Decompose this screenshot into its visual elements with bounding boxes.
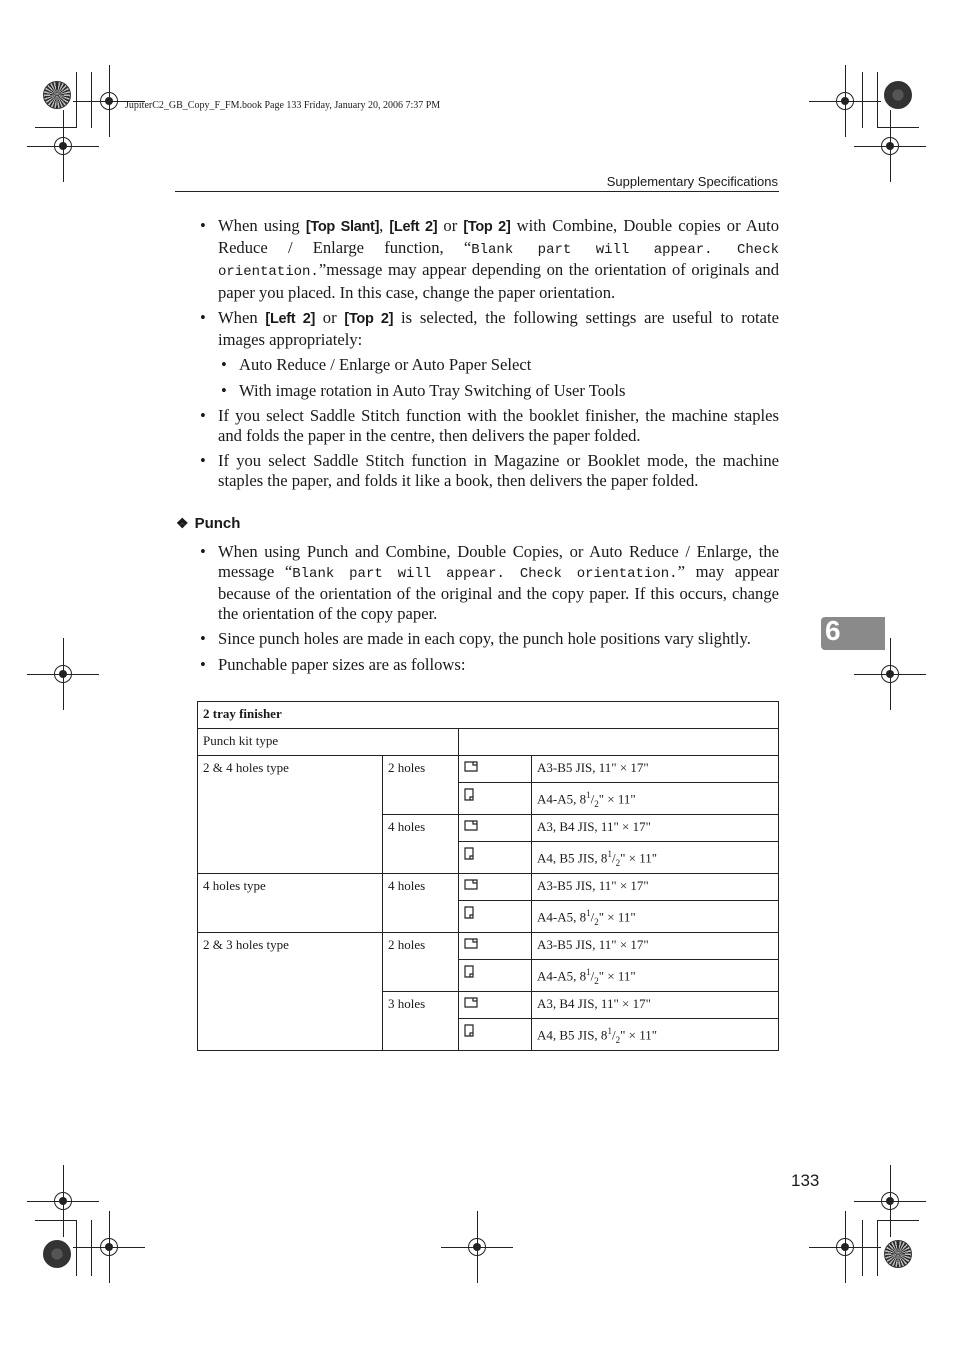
portrait-paper-icon — [464, 965, 478, 976]
table-row — [198, 702, 779, 729]
bullet-list — [197, 216, 779, 496]
running-head: Supplementary Specifications — [606, 174, 778, 189]
ui-key-left-2: [Left 2] — [389, 219, 438, 235]
list-item: • If you select Saddle Stitch function with the booklet finisher, the machine staples and folds the paper in the centre, then delivers the paper folded. — [197, 406, 779, 445]
paper-size: A4, B5 JIS, $8^1/_2$" × 11" — [532, 1018, 779, 1050]
ui-key-top-2: [Top 2] — [344, 311, 394, 327]
punch-kit-type: 4 holes type — [198, 873, 383, 932]
list-item: • Punchable paper sizes are as follows: — [197, 655, 779, 675]
landscape-paper-icon — [464, 938, 478, 949]
list-item: • When using [Top Slant], [Left 2] or [Top 2] with Combine, Double copies or Auto Reduce / Enlarge function, “Blank part will appear. Check orientation.”message may appear depending on the orientation of originals and paper you placed. In this case, change the paper orientation. — [197, 216, 779, 302]
paper-size: A3-B5 JIS, 11" × 17" — [532, 932, 779, 959]
registration-target-icon — [884, 81, 912, 109]
paper-size: A3, B4 JIS, 11" × 17" — [532, 814, 779, 841]
ui-key-left-2: [Left 2] — [265, 311, 315, 327]
paper-size: A3-B5 JIS, 11" × 17" — [532, 873, 779, 900]
portrait-paper-icon — [464, 788, 478, 799]
portrait-paper-icon — [464, 906, 478, 917]
chapter-tab: 6 — [821, 617, 885, 650]
landscape-paper-icon — [464, 879, 478, 890]
punch-size-table — [197, 701, 779, 1051]
book-info: JupiterC2_GB_Copy_F_FM.book Page 133 Friday, January 20, 2006 7:37 PM — [125, 100, 441, 111]
table-title: 2 tray finisher — [198, 702, 779, 729]
screen-message: Blank part will appear. Check orientation. — [218, 241, 779, 280]
screen-message: Blank part will appear. Check orientation. — [292, 565, 678, 582]
table-row — [198, 756, 779, 783]
page-number: 133 — [791, 1171, 820, 1190]
list-item: • When [Left 2] or [Top 2] is selected, the following settings are useful to rotate images appropriately: — [197, 308, 779, 349]
hole-count: 4 holes — [383, 814, 459, 873]
hole-count: 4 holes — [383, 873, 459, 932]
sub-list-item: • With image rotation in Auto Tray Switching of User Tools — [218, 381, 779, 401]
hole-count: 3 holes — [383, 991, 459, 1050]
paper-size: A4, B5 JIS, $8^1/_2$" × 11" — [532, 841, 779, 873]
paper-size: A4-A5, $8^1/_2$" × 11" — [532, 900, 779, 932]
portrait-paper-icon — [464, 1024, 478, 1035]
paper-size: A4-A5, $8^1/_2$" × 11" — [532, 783, 779, 815]
section-heading: ❖ Punch — [176, 515, 241, 532]
paper-size: A3, B4 JIS, 11" × 17" — [532, 991, 779, 1018]
registration-target-icon — [43, 81, 71, 109]
table-kit-label: Punch kit type — [198, 729, 459, 756]
list-item: • When using Punch and Combine, Double Copies, or Auto Reduce / Enlarge, the message “Blank part will appear. Check orientation.” may appear because of the orientation of the original and the copy paper. If this occurs, change the orientation of the copy paper. — [197, 542, 779, 623]
punch-kit-type: 2 & 4 holes type — [198, 756, 383, 874]
landscape-paper-icon — [464, 820, 478, 831]
diamond-bullet-icon: ❖ — [176, 515, 189, 531]
landscape-paper-icon — [464, 761, 478, 772]
portrait-paper-icon — [464, 847, 478, 858]
punch-bullet-list — [197, 542, 779, 680]
hole-count: 2 holes — [383, 932, 459, 991]
registration-target-icon — [884, 1240, 912, 1268]
table-row — [198, 932, 779, 959]
punch-kit-type: 2 & 3 holes type — [198, 932, 383, 1050]
sub-list-item: • Auto Reduce / Enlarge or Auto Paper Select — [218, 355, 779, 375]
table-row — [198, 729, 779, 756]
table-row — [198, 873, 779, 900]
list-item: • If you select Saddle Stitch function in Magazine or Booklet mode, the machine staples the paper, and folds it like a book, then delivers the paper folded. — [197, 451, 779, 490]
hole-count: 2 holes — [383, 756, 459, 815]
registration-target-icon — [43, 1240, 71, 1268]
paper-size: A4-A5, $8^1/_2$" × 11" — [532, 959, 779, 991]
landscape-paper-icon — [464, 997, 478, 1008]
ui-key-top-slant: [Top Slant] — [305, 219, 380, 235]
list-item: • Since punch holes are made in each copy, the punch hole positions vary slightly. — [197, 629, 779, 649]
ui-key-top-2: [Top 2] — [463, 219, 511, 235]
header-rule — [175, 191, 779, 192]
paper-size: A3-B5 JIS, 11" × 17" — [532, 756, 779, 783]
